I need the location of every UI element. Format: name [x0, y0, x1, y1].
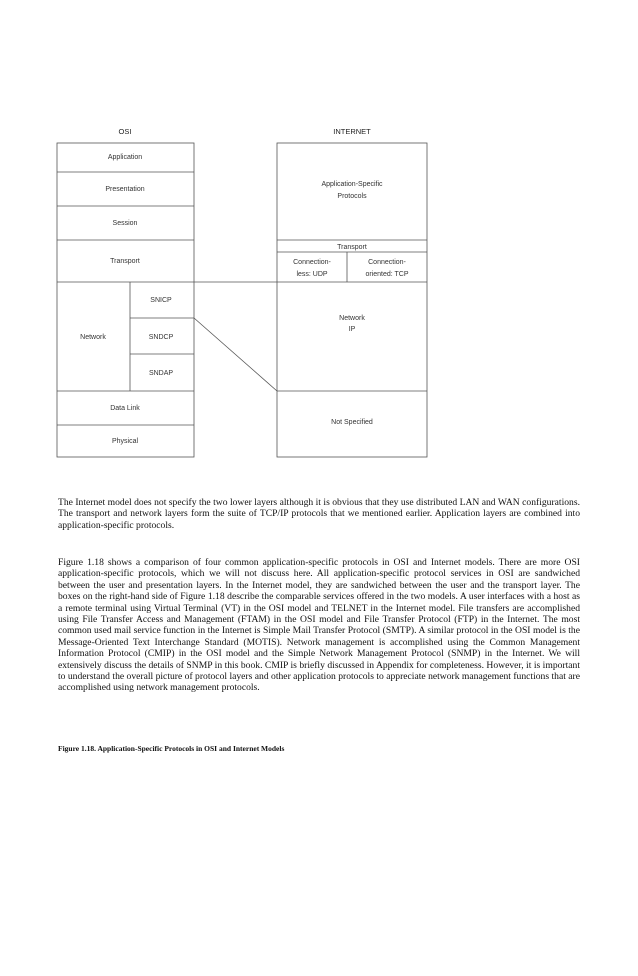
udp-line2: less: UDP	[296, 271, 328, 278]
osi-data-link-layer: Data Link	[110, 405, 140, 412]
osi-sndap: SNDAP	[148, 370, 174, 377]
body-paragraph-2: Figure 1.18 shows a comparison of four common application-specific protocols in OSI and Internet models. There are more OSI application-specific protocols, which we will not discuss here. All application-specific protocol services in OSI are sandwiched between the user and presentation layers. In the Internet model, they are sandwiched between the user and the transport layer. The boxes on the right-hand side of Figure 1.18 describe the comparable services offered in the two models. A user interfaces with a host as a remote terminal using Virtual Terminal (VT) in the OSI model and TELNET in the Internet model. File transfers are accomplished using File Transfer Access and Management (FTAM) in the OSI model and File Transfer Protocol (FTP) in the Internet. The most common used mail service function in the Internet is Simple Mail Transfer Protocol (SMTP). A similar protocol in the OSI model is the Message-Oriented Text Interchange Standard (MOTIS). Network management is accomplished using the Common Management Information Protocol (CMIP) in the OSI model and the Simple Network Management Protocol (SNMP) in the Internet. We will extensively discuss the details of SNMP in this book. CMIP is briefly discussed in Appendix for completeness. However, it is important to understand the overall picture of protocol layers and other application protocols to appreciate network management functions that are accomplished using network management protocols.	[58, 557, 580, 694]
osi-physical-layer: Physical	[111, 438, 139, 445]
internet-network-line2: IP	[348, 326, 356, 333]
osi-presentation-layer: Presentation	[105, 186, 145, 193]
internet-transport-layer: Transport	[337, 244, 367, 251]
internet-not-specified: Not Specified	[331, 419, 373, 426]
internet-application-line2: Protocols	[337, 193, 367, 200]
connector-network-bottom	[194, 318, 277, 391]
osi-application-layer: Application	[107, 154, 143, 161]
osi-snicp: SNICP	[150, 297, 172, 304]
body-paragraph-1: The Internet model does not specify the two lower layers although it is obvious that they use distributed LAN and WAN configurations. The transport and network layers form the suite of TCP/IP protocols that we mentioned earlier. Application layers are combined into application-specific protocols.	[58, 497, 580, 531]
internet-application-line1: Application-Specific	[321, 181, 383, 188]
udp-line1: Connection-	[293, 259, 331, 266]
osi-session-layer: Session	[112, 220, 138, 227]
tcp-line2: oriented: TCP	[365, 271, 409, 278]
osi-sndcp: SNDCP	[148, 334, 174, 341]
osi-transport-layer: Transport	[110, 258, 140, 265]
internet-stack-frame	[277, 143, 427, 457]
figure-caption: Figure 1.18. Application-Specific Protocols in OSI and Internet Models	[58, 744, 285, 753]
internet-network-line1: Network	[339, 315, 365, 322]
osi-title: OSI	[118, 127, 132, 136]
osi-network-layer: Network	[80, 334, 106, 341]
internet-title: INTERNET	[333, 127, 371, 136]
tcp-line1: Connection-	[368, 259, 406, 266]
